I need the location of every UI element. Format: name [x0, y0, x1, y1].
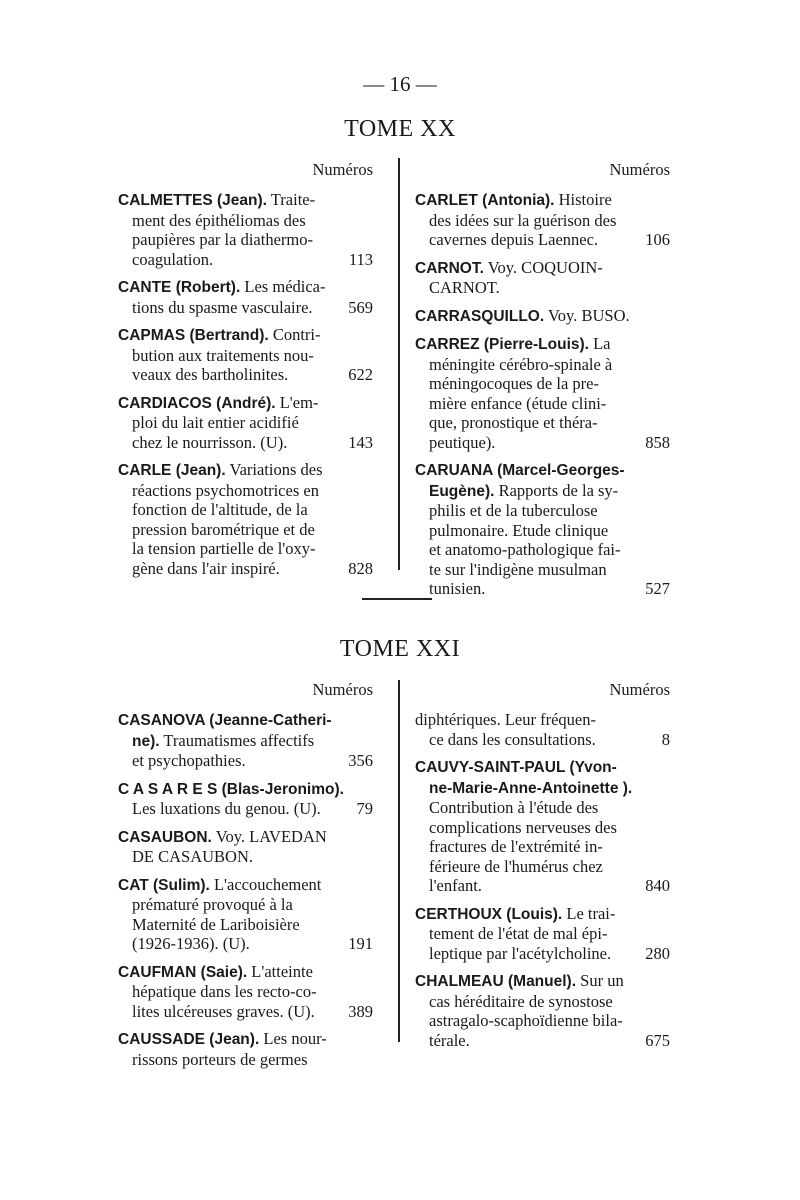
entry-title-text: L'accouchement	[209, 874, 322, 894]
entry-line	[415, 540, 670, 560]
entry-text	[118, 847, 373, 867]
entry-line	[415, 521, 670, 541]
entry-line	[415, 278, 670, 298]
entry-title-text: tunisien.	[429, 579, 486, 598]
author-name: ne-Marie-Anne-Antoinette ).	[429, 779, 633, 797]
author-name: CARLET (Antonia).	[415, 192, 555, 209]
entry-line	[118, 875, 373, 896]
index-entry	[415, 971, 670, 1050]
index-entry	[415, 334, 670, 452]
entry-text	[118, 731, 373, 752]
index-entry	[118, 779, 373, 819]
entry-line	[118, 346, 373, 366]
entry-line	[118, 393, 373, 414]
thesis-number: 675	[645, 1030, 670, 1050]
thesis-number: 8	[661, 729, 670, 749]
entry-line	[415, 778, 670, 799]
entry-title-text: Voy. COQUOIN-	[483, 257, 603, 277]
thesis-number: 828	[348, 558, 373, 578]
author-name: C A S A R E S (Blas-Jeronimo).	[118, 780, 344, 798]
entry-line	[415, 1031, 670, 1051]
entry-text	[415, 540, 670, 560]
thesis-number: 840	[645, 876, 670, 895]
entry-line	[415, 818, 670, 838]
thesis-number: 191	[348, 934, 373, 953]
tome-xx-title: TOME XX	[344, 116, 456, 142]
thesis-number: 858	[645, 432, 670, 452]
entry-line	[118, 799, 373, 819]
entry-line	[118, 962, 373, 983]
entry-line	[415, 904, 670, 925]
entry-text	[415, 460, 670, 481]
entry-line	[415, 924, 670, 944]
author-name: CASAUBON.	[118, 828, 212, 846]
index-entry	[118, 325, 373, 385]
entry-text	[415, 992, 670, 1012]
entry-line	[118, 190, 373, 211]
entry-text	[118, 1050, 373, 1070]
entry-line	[118, 710, 373, 731]
entry-text	[118, 230, 373, 250]
column-divider	[398, 158, 400, 570]
entry-text	[118, 934, 344, 954]
entry-line	[415, 230, 670, 250]
entry-line	[118, 413, 373, 433]
index-entry	[118, 460, 373, 578]
entry-title-text: l'enfant.	[429, 876, 482, 895]
entry-title-text: ce dans les consultations.	[429, 729, 596, 749]
author-name: CARUANA (Marcel-Georges-	[415, 462, 625, 479]
thesis-number: 356	[348, 751, 373, 770]
entry-line	[118, 460, 373, 481]
entry-text	[415, 924, 670, 944]
entry-text	[415, 190, 670, 211]
entry-line	[415, 334, 670, 355]
thesis-number: 527	[645, 579, 670, 598]
entry-text	[415, 904, 670, 925]
entry-text	[118, 346, 373, 366]
author-name: CALMETTES (Jean).	[118, 192, 267, 209]
entry-text	[118, 982, 373, 1002]
thesis-number: 79	[356, 799, 373, 818]
tome-xxi-right-column	[415, 680, 670, 1050]
entry-line	[118, 982, 373, 1002]
entry-line	[118, 1050, 373, 1070]
entry-title-text: paupières par la diathermo-	[132, 230, 313, 249]
entry-title-text: L'atteinte	[247, 961, 313, 981]
author-name: CASANOVA (Jeanne-Catheri-	[118, 712, 332, 729]
entry-line	[118, 731, 373, 752]
entry-title-text: méningocoques de la pre-	[429, 374, 599, 393]
entry-text	[415, 857, 670, 877]
author-name: CARLE (Jean).	[118, 462, 226, 479]
entry-line	[415, 944, 670, 964]
numeros-label: Numéros	[312, 680, 373, 699]
entry-text	[415, 971, 670, 992]
entry-text	[118, 277, 373, 298]
index-entry	[415, 190, 670, 250]
entry-title-text: ploi du lait entier acidifié	[132, 413, 299, 432]
entry-title-text: diphtériques. Leur fréquen-	[415, 710, 596, 729]
entry-line	[415, 481, 670, 502]
entry-text	[118, 915, 373, 935]
entry-line	[118, 500, 373, 520]
entry-title-text: tement de l'état de mal épi-	[429, 924, 608, 943]
entry-line	[415, 413, 670, 433]
entry-title-text: CARNOT.	[429, 278, 500, 297]
entry-line	[415, 355, 670, 375]
entry-text	[118, 962, 373, 983]
entry-title-text: lites ulcéreuses graves. (U).	[132, 1001, 315, 1021]
entry-title-text: Contri-	[268, 325, 321, 344]
entry-title-text: Les luxations du genou. (U).	[132, 799, 321, 818]
entry-line	[415, 501, 670, 521]
tome-xx-left-column	[118, 160, 373, 578]
entry-text	[118, 298, 344, 318]
entry-title-text: (1926-1936). (U).	[132, 934, 250, 953]
numeros-label: Numéros	[609, 680, 670, 699]
entry-line	[118, 211, 373, 231]
entry-text	[415, 394, 670, 414]
entry-line	[415, 374, 670, 394]
index-entry	[415, 258, 670, 298]
entry-title-text: des idées sur la guérison des	[429, 210, 617, 230]
column-divider	[398, 680, 400, 1042]
entry-text	[415, 944, 641, 964]
entry-title-text: Sur un	[576, 971, 624, 990]
entry-text	[415, 334, 670, 355]
entry-text	[415, 579, 641, 599]
entry-text	[415, 798, 670, 818]
entry-text	[415, 876, 641, 896]
entry-line	[118, 559, 373, 579]
thesis-number: 622	[348, 365, 373, 384]
entry-title-text: Variations des	[225, 460, 323, 479]
index-entry	[118, 1029, 373, 1069]
author-name: ne).	[132, 732, 160, 750]
entry-text	[118, 481, 373, 501]
index-entry	[415, 460, 670, 599]
index-entry	[118, 875, 373, 954]
entry-line	[415, 190, 670, 211]
entry-line	[415, 211, 670, 231]
entry-line	[415, 579, 670, 599]
entry-title-text: coagulation.	[132, 249, 214, 269]
entry-line	[118, 827, 373, 848]
entry-text	[415, 481, 670, 502]
entry-line	[415, 433, 670, 453]
entry-line	[118, 751, 373, 771]
entry-line	[415, 757, 670, 778]
index-entry	[415, 904, 670, 964]
entry-text	[118, 751, 344, 771]
entry-title-text: rissons porteurs de germes	[132, 1049, 308, 1069]
entry-text	[118, 799, 353, 819]
entry-text	[415, 730, 658, 750]
entry-title-text: fonction de l'altitude, de la	[132, 500, 308, 519]
entry-text	[118, 325, 373, 346]
index-entry	[118, 827, 373, 867]
author-name: CARREZ (Pierre-Louis).	[415, 336, 589, 353]
thesis-number: 106	[645, 230, 670, 249]
entry-text	[118, 413, 373, 433]
entry-title-text: pression barométrique et de	[132, 519, 315, 539]
entry-line	[118, 934, 373, 954]
numeros-label: Numéros	[312, 160, 373, 179]
tome-xx-right-column	[415, 160, 670, 599]
entry-title-text: réactions psychomotrices en	[132, 480, 319, 500]
author-name: CAUVY-SAINT-PAUL (Yvon-	[415, 759, 617, 776]
entry-text	[415, 278, 670, 298]
entry-title-text: Voy. LAVEDAN	[211, 826, 327, 846]
entry-text	[415, 757, 670, 778]
tome-xxi-left-column	[118, 680, 373, 1069]
entry-line	[118, 481, 373, 501]
entry-line	[118, 520, 373, 540]
entry-text	[118, 500, 373, 520]
entry-text	[118, 895, 373, 915]
entry-text	[415, 211, 670, 231]
entry-text	[415, 521, 670, 541]
entry-line	[415, 258, 670, 279]
entry-text	[415, 230, 641, 250]
index-entry	[118, 962, 373, 1022]
entry-text	[118, 520, 373, 540]
entry-title-text: Maternité de Lariboisière	[132, 914, 300, 934]
entry-text	[415, 413, 670, 433]
entry-line	[118, 847, 373, 867]
entry-title-text: et anatomo-pathologique fai-	[429, 540, 621, 559]
author-name: CHALMEAU (Manuel).	[415, 973, 577, 990]
entry-title-text: mière enfance (étude clini-	[429, 393, 607, 413]
entry-title-text: DE CASAUBON.	[132, 847, 254, 866]
numeros-label: Numéros	[609, 160, 670, 179]
entry-title-text: Voy. BUSO.	[544, 305, 630, 325]
entry-title-text: que, pronostique et théra-	[429, 413, 598, 432]
entry-text	[415, 837, 670, 857]
entry-text	[415, 374, 670, 394]
tome-xxi-title: TOME XXI	[339, 636, 461, 662]
entry-title-text: Le trai-	[562, 903, 616, 923]
index-entry	[415, 757, 670, 896]
entry-line	[415, 1011, 670, 1031]
entry-line	[118, 1029, 373, 1050]
entry-line	[118, 895, 373, 915]
entry-line	[415, 876, 670, 896]
entry-text	[415, 258, 670, 279]
entry-text	[118, 1002, 344, 1022]
entry-text	[415, 355, 670, 375]
entry-text	[415, 306, 670, 327]
entry-line	[415, 730, 670, 750]
entry-line	[415, 837, 670, 857]
entry-text	[118, 539, 373, 559]
entry-title-text: L'em-	[275, 392, 319, 412]
entry-title-text: chez le nourrisson. (U).	[132, 432, 288, 452]
entry-title-text: philis et de la tuberculose	[429, 501, 598, 520]
entry-title-text: la tension partielle de l'oxy-	[132, 539, 316, 558]
thesis-number: 143	[348, 432, 373, 452]
entry-title-text: Histoire	[554, 190, 612, 209]
entry-title-text: Traite-	[266, 190, 316, 209]
entry-line	[118, 539, 373, 559]
entry-text	[415, 818, 670, 838]
entry-line	[415, 710, 670, 730]
index-entry	[415, 306, 670, 327]
entry-title-text: complications nerveuses des	[429, 817, 617, 837]
entry-line	[118, 250, 373, 270]
entry-title-text: Les médica-	[240, 277, 326, 296]
entry-text	[118, 460, 373, 481]
entry-line	[118, 915, 373, 935]
thesis-number: 569	[348, 297, 373, 317]
entry-title-text: leptique par l'acétylcholine.	[429, 943, 612, 963]
entry-line	[415, 992, 670, 1012]
entry-text	[415, 433, 641, 453]
author-name: CAT (Sulim).	[118, 876, 210, 894]
entry-text	[415, 560, 670, 580]
author-name: Eugène).	[429, 482, 495, 500]
entry-line	[415, 971, 670, 992]
entry-text	[415, 501, 670, 521]
entry-title-text: cas héréditaire de synostose	[429, 991, 613, 1011]
entry-title-text: et psychopathies.	[132, 751, 246, 770]
entry-title-text: ment des épithéliomas des	[132, 210, 306, 230]
entry-title-text: cavernes depuis Laennec.	[429, 230, 599, 249]
author-name: CAUFMAN (Saie).	[118, 963, 248, 981]
entry-text	[118, 211, 373, 231]
entry-text	[118, 365, 344, 385]
entry-title-text: fractures de l'extrémité in-	[429, 837, 603, 856]
author-name: CARNOT.	[415, 259, 484, 277]
entry-line	[118, 230, 373, 250]
entry-text	[118, 779, 373, 800]
author-name: CAPMAS (Bertrand).	[118, 327, 269, 344]
entry-line	[118, 1002, 373, 1022]
author-name: CANTE (Robert).	[118, 279, 241, 296]
entry-line	[118, 298, 373, 318]
entry-text	[415, 1011, 670, 1031]
entry-line	[118, 365, 373, 385]
entry-title-text: méningite cérébro-spinale à	[429, 354, 613, 374]
entry-title-text: gène dans l'air inspiré.	[132, 558, 280, 578]
entry-line	[415, 460, 670, 481]
entry-text	[118, 393, 373, 414]
thesis-number: 389	[348, 1001, 373, 1021]
entry-title-text: peutique).	[429, 432, 496, 452]
index-entry	[415, 710, 670, 749]
entry-line	[118, 325, 373, 346]
thesis-number: 280	[645, 943, 670, 963]
entry-text	[118, 710, 373, 731]
entry-title-text: te sur l'indigène musulman	[429, 559, 607, 579]
entry-text	[415, 778, 670, 799]
entry-title-text: bution aux traitements nou-	[132, 345, 314, 365]
section-divider	[362, 598, 432, 600]
entry-text	[118, 827, 373, 848]
entry-title-text: astragalo-scaphoïdienne bila-	[429, 1011, 623, 1030]
entry-text	[118, 1029, 373, 1050]
author-name: CAUSSADE (Jean).	[118, 1031, 260, 1048]
entry-text	[415, 1031, 641, 1051]
entry-title-text: térale.	[429, 1030, 470, 1050]
entry-line	[415, 857, 670, 877]
entry-title-text: Les nour-	[259, 1029, 327, 1048]
index-entry	[118, 190, 373, 269]
entry-line	[415, 306, 670, 327]
thesis-number: 113	[348, 249, 373, 269]
index-entry	[118, 393, 373, 453]
entry-text	[118, 433, 344, 453]
entry-line	[415, 798, 670, 818]
entry-title-text: veaux des bartholinites.	[132, 365, 289, 384]
entry-title-text: tions du spasme vasculaire.	[132, 297, 313, 317]
entry-line	[118, 779, 373, 800]
entry-title-text: Rapports de la sy-	[494, 480, 619, 500]
entry-line	[415, 394, 670, 414]
entry-line	[118, 277, 373, 298]
entry-text	[415, 710, 670, 730]
entry-title-text: prématuré provoqué à la	[132, 895, 293, 914]
entry-title-text: Contribution à l'étude des	[429, 798, 599, 817]
entry-text	[118, 190, 373, 211]
entry-title-text: La	[588, 334, 611, 353]
author-name: CERTHOUX (Louis).	[415, 905, 563, 923]
entry-text	[118, 559, 344, 579]
entry-line	[415, 560, 670, 580]
entry-title-text: Traumatismes affectifs	[159, 730, 315, 750]
page-number: — 16 —	[363, 72, 437, 96]
entry-text	[118, 875, 373, 896]
entry-line	[118, 433, 373, 453]
index-entry	[118, 710, 373, 771]
entry-title-text: férieure de l'humérus chez	[429, 856, 603, 876]
index-entry	[118, 277, 373, 317]
author-name: CARDIACOS (André).	[118, 394, 276, 412]
author-name: CARRASQUILLO.	[415, 307, 545, 325]
entry-title-text: pulmonaire. Etude clinique	[429, 520, 609, 540]
entry-title-text: hépatique dans les recto-co-	[132, 982, 317, 1001]
entry-text	[118, 250, 345, 270]
